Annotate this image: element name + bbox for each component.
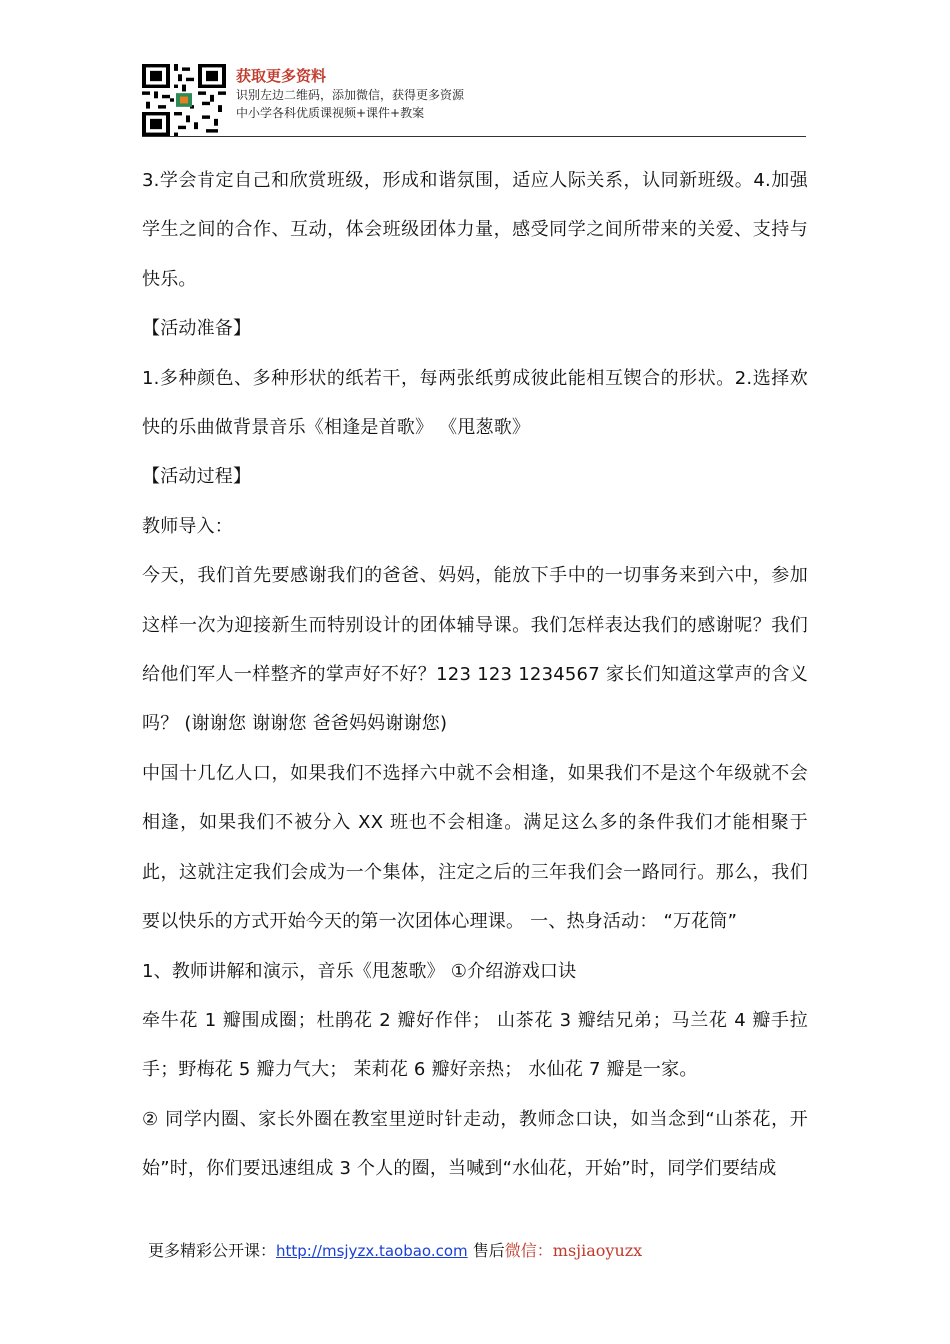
header-text-block <box>236 66 464 122</box>
paragraph-thanks-parents: 今天，我们首先要感谢我们的爸爸、妈妈，能放下手中的一切事务来到六中，参加这样一次为迎接新生而特别设计的团体辅导课。我们怎样表达我们的感谢呢？我们给他们军人一样整齐的掌声好不好？123 123 1234567 家长们知道这掌声的含义吗？ (谢谢您 谢谢您 爸爸妈妈谢谢您) <box>142 565 808 735</box>
paragraph-meeting: 中国十几亿人口，如果我们不选择六中就不会相逢，如果我们不是这个年级就不会相逢，如果我们不被分入 XX 班也不会相逢。满足这么多的条件我们才能相聚于此，这就注定我们会成为一个集体，注定之后的三年我们会一路同行。那么，我们要以快乐的方式开始今天的第一次团体心理课。 一、热身活动： “万花筒” <box>142 762 808 933</box>
paragraph-objectives: 3.学会肯定自己和欣赏班级，形成和谐氛围，适应人际关系，认同新班级。4.加强学生之间的合作、互动，体会班级团体力量，感受同学之间所带来的关爱、支持与快乐。 <box>142 170 808 290</box>
footer-store-link[interactable]: http://msjyzx.taobao.com <box>276 1242 468 1260</box>
header-divider <box>142 136 806 137</box>
footer-prefix: 更多精彩公开课： <box>148 1241 277 1260</box>
header-line-2: 中小学各科优质课视频+课件+教案 <box>236 106 425 120</box>
header-line-1: 识别左边二维码，添加微信，获得更多资源 <box>236 88 465 102</box>
footer-wechat-label: 微信： <box>504 1241 553 1260</box>
heading-preparation: 【活动准备】 <box>142 318 252 340</box>
footer-after-sales: 售后 <box>472 1241 505 1260</box>
page-footer <box>148 1240 642 1262</box>
promo-header <box>142 62 806 138</box>
paragraph-teacher-intro-label: 教师导入： <box>142 515 233 537</box>
header-title: 获取更多资料 <box>236 67 327 85</box>
paragraph-chant: 牵牛花 1 瓣围成圈；杜鹃花 2 瓣好作伴； 山茶花 3 瓣结兄弟；马兰花 4 瓣手拉手；野梅花 5 瓣力气大； 茉莉花 6 瓣好亲热； 水仙花 7 瓣是一家。 <box>142 1009 808 1081</box>
footer-wechat-id: msjiaoyuzx <box>552 1241 643 1260</box>
heading-process: 【活动过程】 <box>142 466 252 488</box>
paragraph-demo: 1、教师讲解和演示，音乐《甩葱歌》 ①介绍游戏口诀 <box>142 960 577 982</box>
paragraph-preparation: 1.多种颜色、多种形状的纸若干，每两张纸剪成彼此能相互锲合的形状。2.选择欢快的乐曲做背景音乐《相逢是首歌》 《甩葱歌》 <box>142 367 808 439</box>
qr-code-icon[interactable] <box>142 64 226 136</box>
paragraph-rules: ② 同学内圈、家长外圈在教室里逆时针走动，教师念口诀，如当念到“山茶花，开始”时，你们要迅速组成 3 个人的圈，当喊到“水仙花，开始”时，同学们要结成 <box>142 1108 808 1180</box>
document-body <box>142 156 808 1194</box>
